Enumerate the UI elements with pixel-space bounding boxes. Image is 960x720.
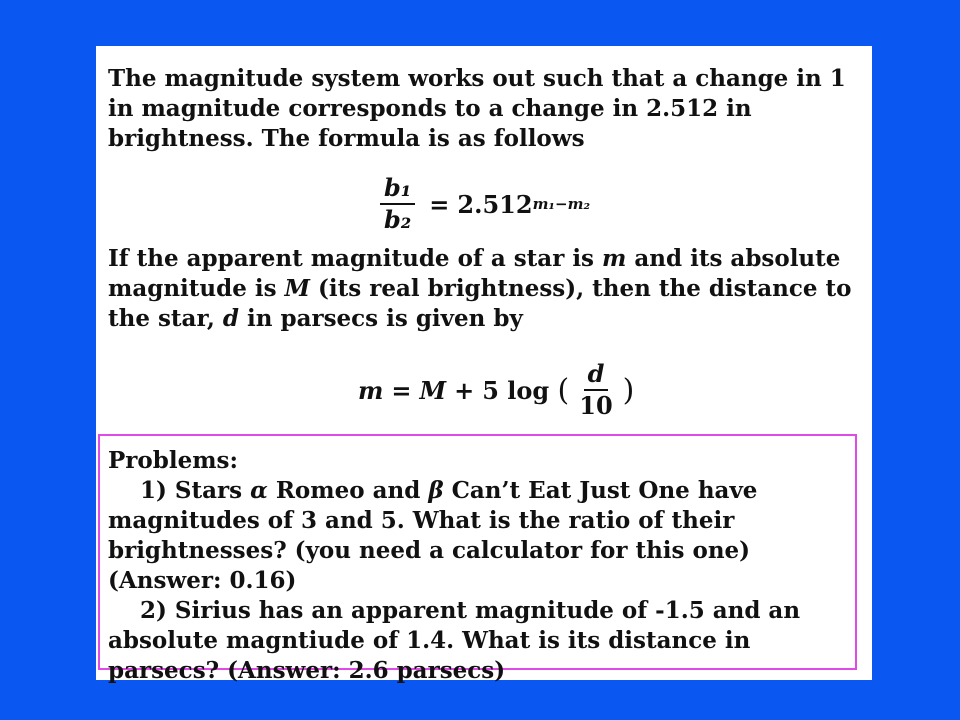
intro-paragraph: The magnitude system works out such that a change in 1 in magnitude corresponds to a change in 2.512 in brightness. The formula is as follows <box>108 65 846 152</box>
fraction-denominator: b₂ <box>384 205 412 234</box>
problems-box <box>98 434 857 684</box>
alpha-symbol: α <box>250 477 268 504</box>
problem-1-text-c: Can’t Eat Just One have magnitudes of 3 and 5. What is the ratio of their brightnesses? (you need a calculator for this one) (Answer: 0.16) <box>108 477 758 594</box>
problem-1-text-b: Romeo and <box>267 477 429 504</box>
fraction-numerator: b₁ <box>380 175 415 205</box>
eq2-denominator: 10 <box>579 391 613 420</box>
distance-paragraph <box>108 244 856 334</box>
brightness-fraction <box>380 175 415 233</box>
eq2-open-paren: ( <box>557 372 570 408</box>
slide-panel <box>96 46 872 684</box>
distance-text-4: in parsecs is given by <box>239 305 523 332</box>
eq2-plus: + <box>454 375 475 405</box>
eq2-equals: = <box>391 375 412 405</box>
equation-exponent: m₁−m₂ <box>532 195 591 213</box>
var-absolute-magnitude: M <box>284 275 311 302</box>
equation-base: 2.512 <box>457 189 533 219</box>
var-apparent-magnitude: m <box>602 245 627 272</box>
distance-text-3: (its real brightness), then the distance to the star, <box>108 275 852 332</box>
eq2-numerator: d <box>584 361 609 391</box>
distance-text-1: If the apparent magnitude of a star is <box>108 245 603 272</box>
equals-sign: = <box>429 189 450 219</box>
eq2-close-paren: ) <box>622 372 635 408</box>
eq2-absolute-magnitude: M <box>419 375 447 405</box>
brightness-ratio-equation <box>374 174 590 234</box>
distance-modulus-equation <box>358 358 634 422</box>
eq2-fraction <box>575 361 616 419</box>
eq2-log: log <box>507 375 550 405</box>
eq2-lhs: m <box>358 375 384 405</box>
beta-symbol: β <box>428 477 444 504</box>
problem-1 <box>108 476 845 596</box>
problems-heading: Problems: <box>108 447 238 474</box>
eq2-coefficient: 5 <box>482 375 499 405</box>
var-distance: d <box>222 305 240 332</box>
problem-2: 2) Sirius has an apparent magnitude of -1.5 and an absolute magntiude of 1.4. What is its distance in parsecs? (Answer: 2.6 parsecs) <box>108 597 801 684</box>
distance-text-2: and its absolute magnitude is <box>108 245 841 302</box>
problem-1-text-a: 1) Stars <box>140 477 251 504</box>
